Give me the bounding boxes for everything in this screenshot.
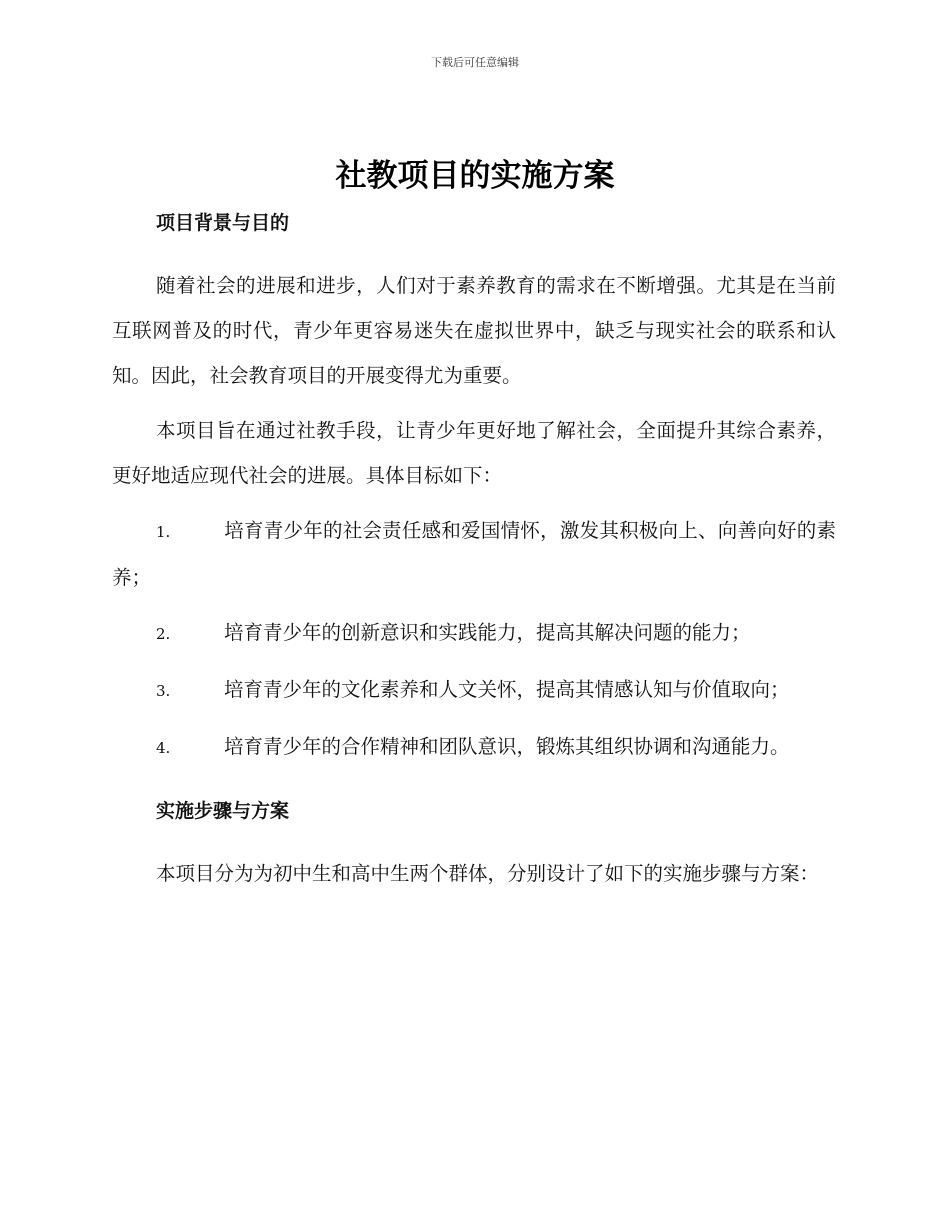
list-item	[112, 508, 836, 600]
document-title: 社教项目的实施方案	[335, 158, 615, 194]
section-heading-background: 项目背景与目的	[156, 212, 290, 234]
list-item-text: 培育青少年的合作精神和团队意识，锻炼其组织协调和沟通能力。	[224, 735, 790, 758]
list-item	[112, 610, 836, 657]
paragraph: 本项目分为为初中生和高中生两个群体，分别设计了如下的实施步骤与方案：	[156, 862, 820, 885]
header-note: 下载后可任意编辑	[431, 56, 519, 69]
paragraph: 本项目旨在通过社教手段，让青少年更好地了解社会，全面提升其综合素养，更好地适应现代社会的进展。具体目标如下：	[112, 419, 836, 487]
list-item-text: 培育青少年的创新意识和实践能力，提高其解决问题的能力；	[224, 621, 751, 644]
section-heading-steps: 实施步骤与方案	[156, 800, 290, 822]
document-body	[112, 205, 836, 906]
list-item	[112, 724, 836, 771]
list-number: 1.	[156, 523, 171, 541]
list-number: 3.	[156, 682, 171, 700]
list-item-text: 培育青少年的社会责任感和爱国情怀，激发其积极向上、向善向好的素养；	[112, 519, 836, 589]
list-number: 2.	[156, 625, 171, 643]
list-number: 4.	[156, 739, 171, 757]
list-item-text: 培育青少年的文化素养和人文关怀，提高其情感认知与价值取向；	[224, 678, 790, 701]
list-item	[112, 667, 836, 714]
paragraph: 随着社会的进展和进步，人们对于素养教育的需求在不断增强。尤其是在当前互联网普及的时代，青少年更容易迷失在虚拟世界中，缺乏与现实社会的联系和认知。因此，社会教育项目的开展变得尤为重要。	[112, 274, 836, 387]
